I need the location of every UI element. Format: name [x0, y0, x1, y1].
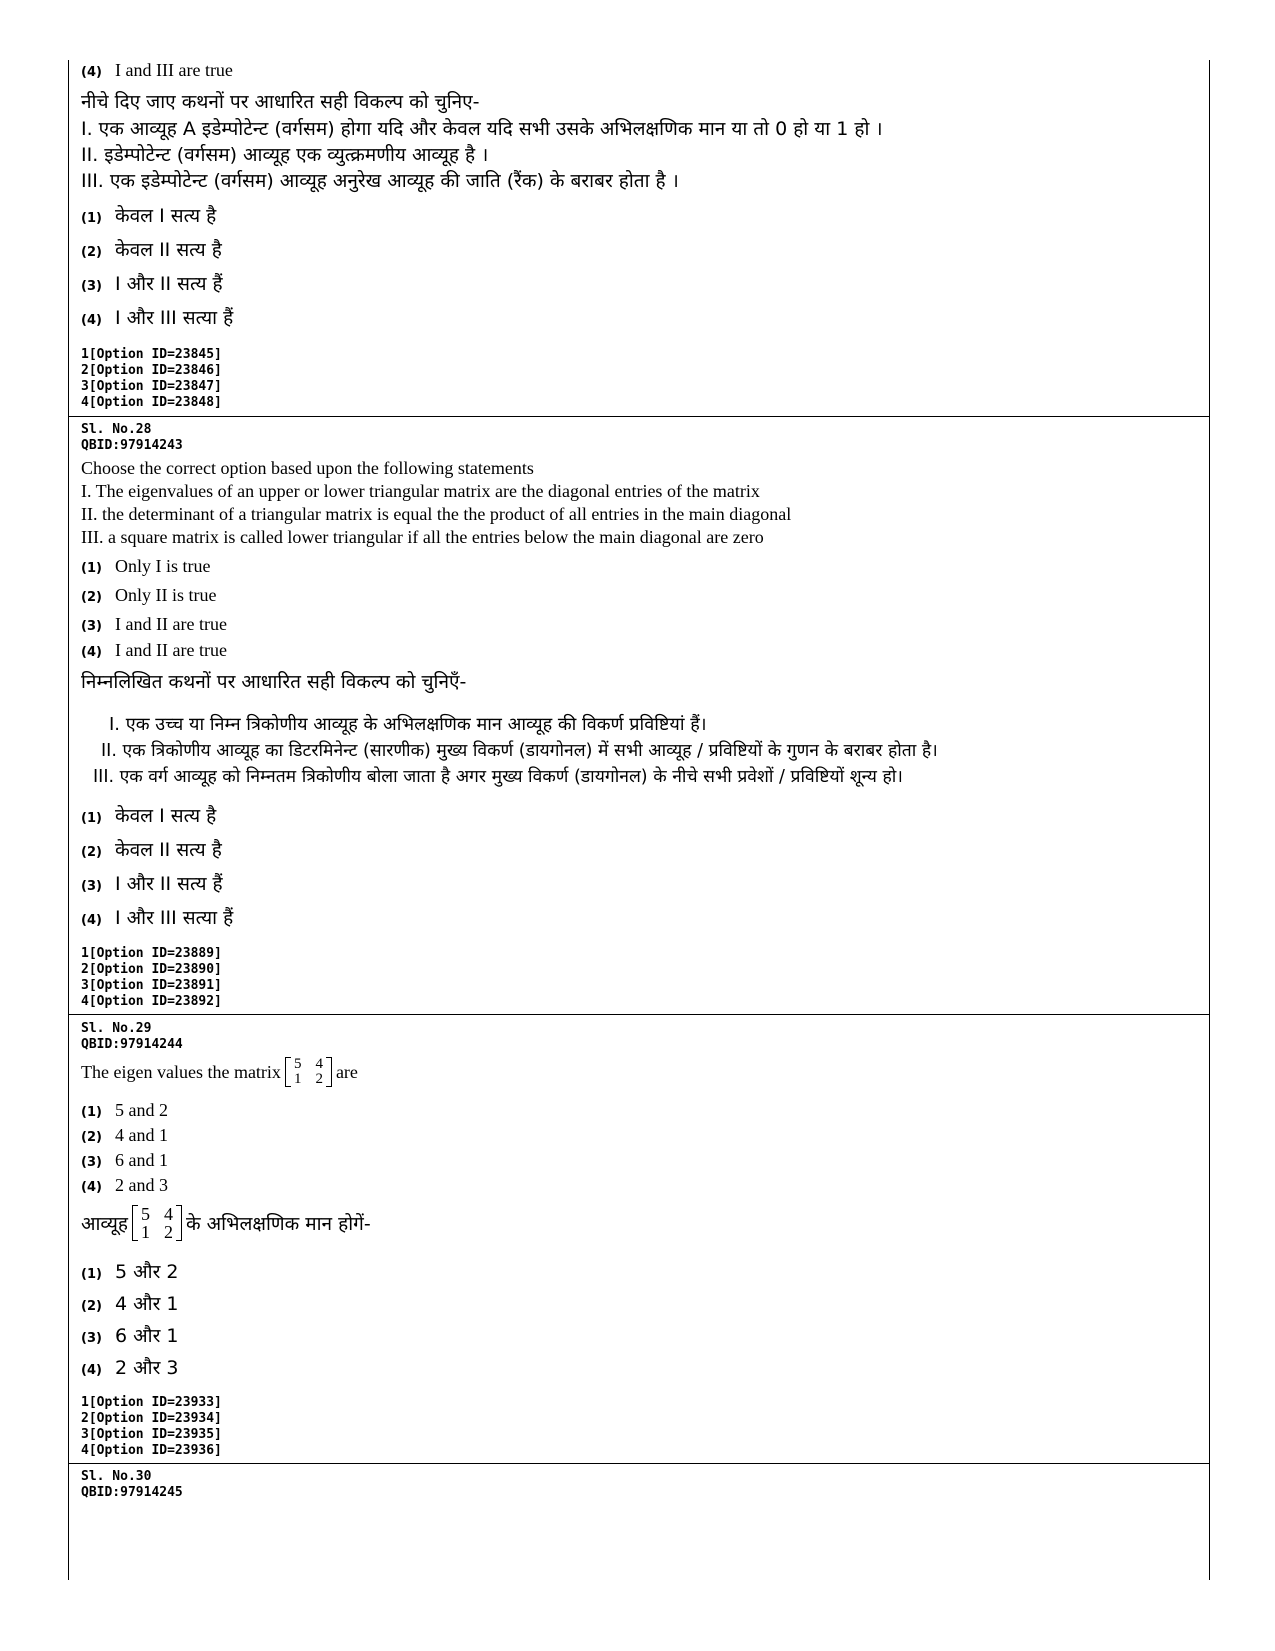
divider [69, 1463, 1209, 1464]
divider [69, 1014, 1209, 1015]
option-id-2: 2[Option ID=23846] [81, 363, 222, 378]
option-id-3: 3[Option ID=23891] [81, 978, 222, 993]
hindi-statement-1: I. एक आव्यूह A इडेम्पोटेन्ट (वर्गसम) होगा यदि और केवल यदि सभी उसके अभिलक्षणिक मान या तो 0 हो या 1 हो । [81, 118, 883, 140]
matrix: 5 4 1 2 [285, 1057, 332, 1087]
hindi-stem: निम्नलिखित कथनों पर आधारित सही विकल्प को चुनिएँ- [81, 671, 467, 693]
hindi-option-4: (4) I और III सत्या हैं [81, 907, 234, 929]
hindi-statement-3: III. एक इडेम्पोटेन्ट (वर्गसम) आव्यूह अनुरेख आव्यूह की जाति (रैंक) के बराबर होता है । [81, 170, 679, 192]
divider [69, 416, 1209, 417]
hindi-option-2: (2) 4 और 1 [81, 1293, 179, 1315]
question-29 [81, 1021, 1201, 1461]
statement-1: I. The eigenvalues of an upper or lower triangular matrix are the diagonal entries of the matrix [81, 481, 760, 501]
hindi-statement-3: III. एक वर्ग आव्यूह को निम्नतम त्रिकोणीय बोला जाता है अगर मुख्य विकर्ण (डायगोनल) के नीचे सभी प्रवेशों / प्रविष्टियों शून्य हो। [93, 767, 903, 787]
option-2: (2) 4 and 1 [81, 1125, 168, 1145]
option-4: (4) 2 and 3 [81, 1175, 168, 1195]
option-id-4: 4[Option ID=23892] [81, 994, 222, 1009]
option-1: (1) 5 and 2 [81, 1100, 168, 1120]
hindi-option-2: (2) केवल II सत्य है [81, 239, 222, 261]
hindi-statement-2: II. एक त्रिकोणीय आव्यूह का डिटरमिनेन्ट (सारणीक) मुख्य विकर्ण (डायगोनल) में सभी आव्यूह / प्रविष्टियों के गुणन के बराबर होता है। [101, 741, 938, 761]
hindi-stem: आव्यूह 5 4 1 2 के अभिलक्षणिक मान होगें- [81, 1204, 371, 1242]
question-28 [81, 422, 1201, 1012]
hindi-stem: नीचे दिए जाए कथनों पर आधारित सही विकल्प को चुनिए- [81, 91, 480, 113]
statement-2: II. the determinant of a triangular matrix is equal the the product of all entries in the main diagonal [81, 504, 792, 524]
hindi-option-2: (2) केवल II सत्य है [81, 839, 222, 861]
qbid: QBID:97914245 [81, 1485, 183, 1500]
option-4: (4) I and II are true [81, 640, 227, 660]
option-3: (3) I and II are true [81, 614, 227, 634]
hindi-option-1: (1) केवल I सत्य है [81, 805, 217, 827]
question-30 [81, 1469, 1201, 1529]
sl-no: Sl. No.29 [81, 1021, 152, 1036]
option-id-2: 2[Option ID=23934] [81, 1411, 222, 1426]
qbid: QBID:97914244 [81, 1037, 183, 1052]
option-id-4: 4[Option ID=23848] [81, 395, 222, 410]
hindi-option-3: (3) I और II सत्य हैं [81, 273, 223, 295]
qbid: QBID:97914243 [81, 438, 183, 453]
hindi-statement-2: II. इडेम्पोटेन्ट (वर्गसम) आव्यूह एक व्युत्क्रमणीय आव्यूह है । [81, 144, 489, 166]
option-id-1: 1[Option ID=23933] [81, 1395, 222, 1410]
sl-no: Sl. No.28 [81, 422, 152, 437]
option-1: (1) Only I is true [81, 556, 211, 576]
option-2: (2) Only II is true [81, 585, 217, 605]
option-id-4: 4[Option ID=23936] [81, 1443, 222, 1458]
sl-no: Sl. No.30 [81, 1469, 152, 1484]
hindi-option-4: (4) 2 और 3 [81, 1357, 179, 1379]
hindi-option-1: (1) 5 और 2 [81, 1261, 179, 1283]
hindi-option-1: (1) केवल I सत्य है [81, 205, 217, 227]
option-id-2: 2[Option ID=23890] [81, 962, 222, 977]
option-id-3: 3[Option ID=23847] [81, 379, 222, 394]
option-id-3: 3[Option ID=23935] [81, 1427, 222, 1442]
option-id-1: 1[Option ID=23889] [81, 946, 222, 961]
statement-3: III. a square matrix is called lower triangular if all the entries below the main diagonal are zero [81, 527, 764, 547]
option-3: (3) 6 and 1 [81, 1150, 168, 1170]
hindi-option-4: (4) I और III सत्या हैं [81, 307, 234, 329]
hindi-statement-1: I. एक उच्च या निम्न त्रिकोणीय आव्यूह के अभिलक्षणिक मान आव्यूह की विकर्ण प्रविष्टियां हैं। [109, 714, 707, 735]
option-id-1: 1[Option ID=23845] [81, 347, 222, 362]
question-27-continuation [81, 60, 1201, 430]
hindi-option-3: (3) 6 और 1 [81, 1325, 179, 1347]
hindi-option-3: (3) I और II सत्य हैं [81, 873, 223, 895]
matrix: 5 4 1 2 [132, 1205, 182, 1241]
question-stem: Choose the correct option based upon the following statements [81, 458, 534, 478]
previous-option-4: (4) I and III are true [81, 60, 233, 80]
question-paper-frame [68, 60, 1210, 1580]
question-stem: The eigen values the matrix 5 4 1 2 are [81, 1056, 358, 1087]
